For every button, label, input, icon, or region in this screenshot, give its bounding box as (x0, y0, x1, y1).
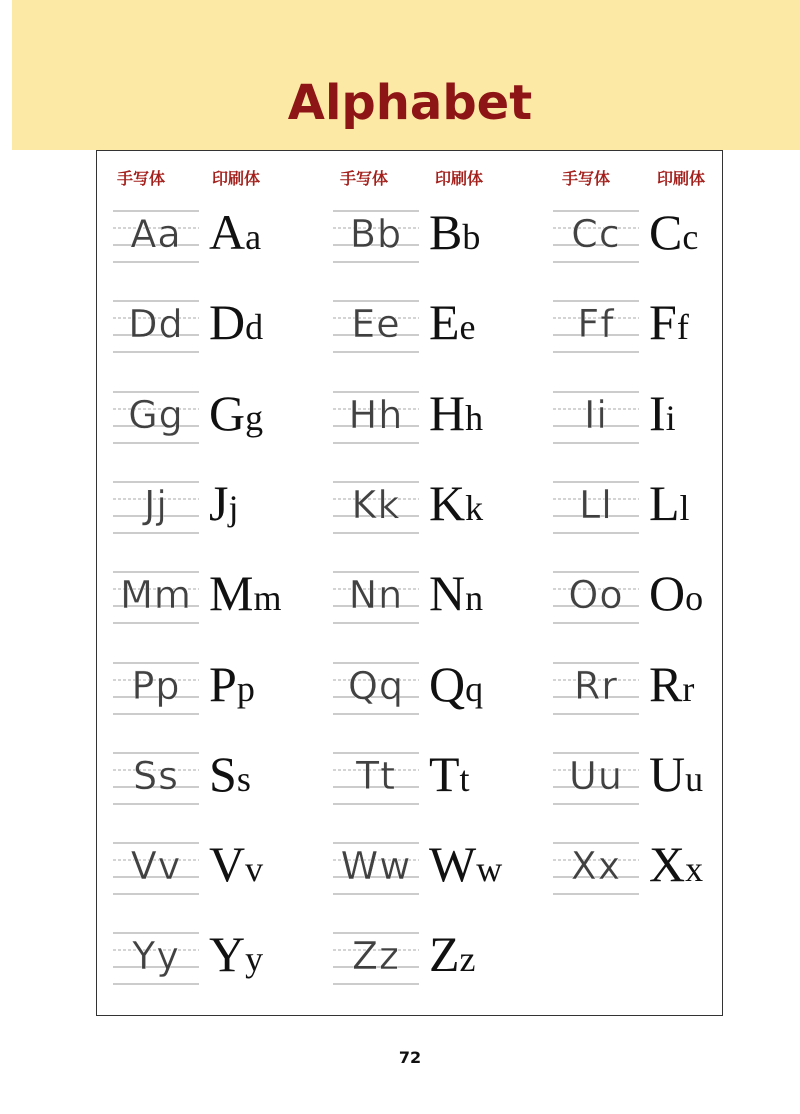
print-letter (429, 657, 525, 711)
print-letter (429, 927, 525, 981)
page-number: 72 (398, 1048, 422, 1067)
handwriting-letter: Gg (128, 392, 184, 437)
letter-cell-p (113, 657, 313, 727)
print-letter (209, 657, 305, 711)
print-uppercase: J (209, 474, 229, 531)
print-lowercase: f (676, 307, 689, 348)
handwriting-letter: Bb (349, 212, 403, 256)
page-title: Alphabet (287, 75, 533, 131)
print-letter (649, 295, 745, 349)
print-uppercase: Z (429, 926, 460, 983)
letter-cell-s (113, 747, 313, 817)
print-lowercase: k (465, 487, 484, 528)
handwriting-letter: Vv (130, 844, 182, 889)
letter-cell-r (553, 657, 753, 727)
print-letter (649, 205, 745, 259)
header-handwriting-col2: 手写体 (339, 169, 388, 188)
print-uppercase: C (649, 204, 683, 260)
print-uppercase: Q (429, 655, 466, 712)
print-lowercase: i (665, 397, 676, 438)
handwriting-letter: Ee (351, 302, 401, 347)
print-lowercase: z (459, 939, 476, 980)
print-uppercase: U (649, 745, 686, 802)
print-uppercase: N (429, 565, 466, 622)
letter-cell-k (333, 476, 533, 546)
handwriting-letter: Cc (571, 212, 621, 256)
print-uppercase: T (429, 745, 460, 802)
letter-cell-z (333, 927, 533, 997)
print-uppercase: W (429, 836, 477, 893)
print-lowercase: h (465, 397, 484, 438)
print-uppercase: R (649, 655, 683, 712)
print-lowercase: t (459, 758, 470, 799)
handwriting-letter: Zz (352, 934, 400, 979)
letter-cell-u (553, 747, 753, 817)
letter-cell-i (553, 386, 753, 456)
print-lowercase: d (245, 307, 264, 348)
print-letter (429, 837, 525, 891)
handwriting-letter: Uu (569, 753, 623, 798)
print-uppercase: O (649, 565, 686, 622)
letter-cell-y (113, 927, 313, 997)
print-lowercase: p (236, 668, 255, 709)
letter-cell-a (113, 205, 313, 275)
print-lowercase: x (685, 849, 704, 890)
letter-cell-v (113, 837, 313, 907)
print-lowercase: y (245, 939, 264, 980)
handwriting-letter: Nn (348, 573, 404, 618)
print-uppercase: D (209, 294, 246, 351)
print-letter (649, 837, 745, 891)
print-lowercase: a (245, 217, 262, 257)
handwriting-letter: Ff (577, 302, 615, 347)
letter-cell-j (113, 476, 313, 546)
print-lowercase: c (682, 217, 699, 257)
print-letter (209, 205, 305, 259)
print-letter (649, 386, 745, 440)
print-letter (209, 837, 305, 891)
header-handwriting-col3: 手写体 (561, 169, 610, 188)
letter-cell-t (333, 747, 533, 817)
print-letter (649, 747, 745, 801)
print-letter (649, 566, 745, 620)
print-lowercase: j (228, 487, 239, 528)
print-uppercase: E (429, 294, 460, 351)
print-letter (429, 566, 525, 620)
handwriting-letter: Aa (130, 212, 182, 256)
print-uppercase: Y (209, 926, 246, 983)
print-uppercase: L (649, 474, 680, 531)
print-letter (209, 927, 305, 981)
header-print-col3: 印刷体 (656, 169, 705, 188)
print-uppercase: V (209, 836, 246, 893)
print-lowercase: s (236, 758, 251, 799)
header-handwriting-col1: 手写体 (116, 169, 165, 188)
print-uppercase: H (429, 384, 466, 441)
print-lowercase: g (245, 397, 264, 438)
print-lowercase: b (462, 217, 481, 257)
print-uppercase: K (429, 474, 466, 531)
print-letter (209, 295, 305, 349)
print-uppercase: M (209, 565, 254, 622)
handwriting-letter: Xx (570, 844, 622, 889)
handwriting-letter: Tt (355, 753, 397, 798)
print-lowercase: l (679, 487, 690, 528)
print-letter (209, 386, 305, 440)
handwriting-letter: Mm (120, 573, 192, 618)
print-uppercase: X (649, 836, 686, 893)
letter-cell-l (553, 476, 753, 546)
handwriting-letter: Dd (128, 302, 184, 347)
handwriting-letter: Yy (132, 934, 180, 979)
print-uppercase: P (209, 655, 237, 712)
print-letter (209, 747, 305, 801)
print-letter (209, 476, 305, 530)
print-uppercase: I (649, 384, 666, 441)
print-lowercase: r (682, 668, 695, 709)
letter-cell-w (333, 837, 533, 907)
print-uppercase: G (209, 384, 246, 441)
print-letter (429, 476, 525, 530)
print-letter (429, 386, 525, 440)
handwriting-letter: Pp (131, 663, 181, 708)
print-letter (429, 205, 525, 259)
print-uppercase: B (429, 204, 463, 260)
letter-cell-b (333, 205, 533, 275)
handwriting-letter: Jj (144, 482, 168, 527)
letter-cell-x (553, 837, 753, 907)
letter-cell-h (333, 386, 533, 456)
handwriting-letter: Ww (340, 844, 412, 889)
print-letter (209, 566, 305, 620)
letter-cell-d (113, 295, 313, 365)
print-letter (429, 747, 525, 801)
letter-cell-o (553, 566, 753, 636)
print-letter (429, 295, 525, 349)
print-uppercase: A (209, 204, 246, 260)
letter-cell-c (553, 205, 753, 275)
print-lowercase: w (476, 849, 503, 890)
print-uppercase: S (209, 745, 237, 802)
print-lowercase: o (685, 578, 704, 619)
print-lowercase: v (245, 849, 264, 890)
handwriting-letter: Oo (568, 573, 624, 618)
letter-cell-n (333, 566, 533, 636)
print-lowercase: u (685, 758, 704, 799)
print-lowercase: n (465, 578, 484, 619)
print-lowercase: m (253, 578, 282, 619)
letter-cell-f (553, 295, 753, 365)
handwriting-letter: Ll (579, 482, 613, 527)
handwriting-letter: Rr (573, 663, 619, 708)
letter-cell-m (113, 566, 313, 636)
header-print-col2: 印刷体 (434, 169, 483, 188)
handwriting-letter: Kk (351, 482, 401, 527)
handwriting-letter: Qq (347, 663, 405, 708)
print-letter (649, 476, 745, 530)
letter-cell-e (333, 295, 533, 365)
print-letter (649, 657, 745, 711)
letter-cell-g (113, 386, 313, 456)
print-uppercase: F (649, 294, 677, 351)
print-lowercase: e (459, 307, 476, 348)
handwriting-letter: Hh (348, 392, 404, 437)
handwriting-letter: Ii (584, 392, 608, 437)
handwriting-letter: Ss (133, 753, 179, 798)
print-lowercase: q (465, 668, 484, 709)
header-print-col1: 印刷体 (211, 169, 260, 188)
letter-cell-q (333, 657, 533, 727)
